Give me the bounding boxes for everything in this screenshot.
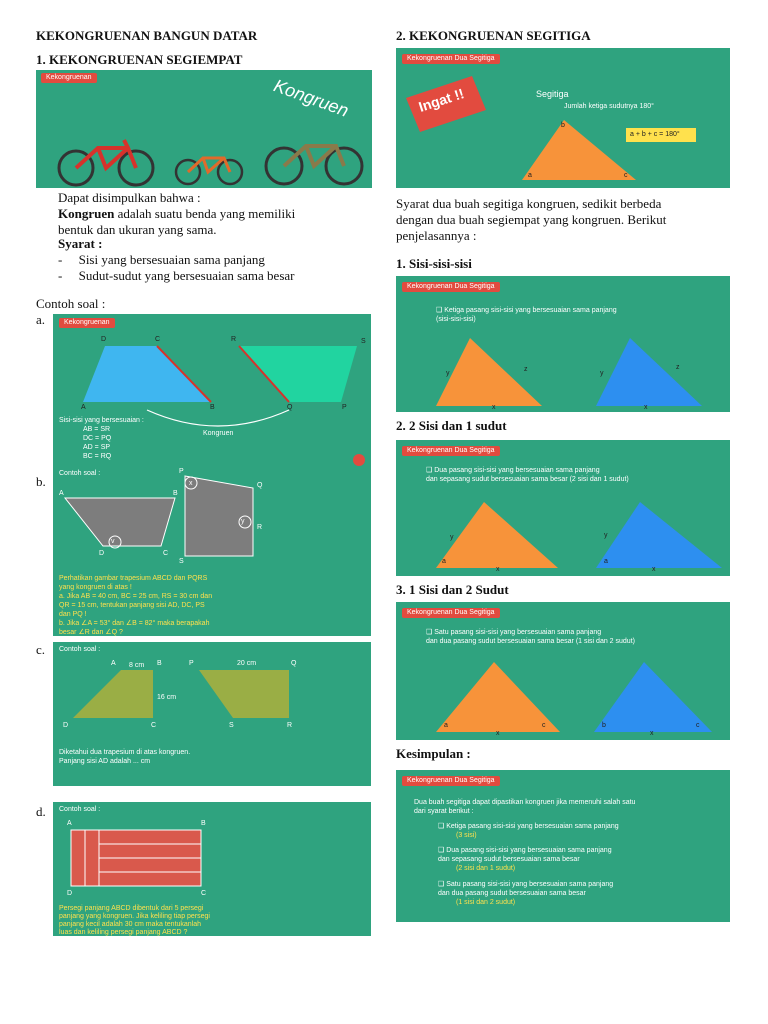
- triangle-blue: [596, 338, 702, 406]
- slide-title: Contoh soal :: [59, 646, 101, 653]
- label-x-right: x: [652, 566, 656, 573]
- slide-tag: Kekongruenan Dua Segitiga: [402, 608, 500, 618]
- marker-d: d.: [36, 804, 46, 819]
- vertex-q: Q: [287, 404, 293, 411]
- bicycles-illustration: [36, 70, 372, 188]
- vertex-r: R: [287, 722, 293, 729]
- sss-line-2: (sisi-sisi-sisi): [436, 316, 476, 323]
- triangle-blue: [596, 502, 722, 568]
- vertex-p: P: [342, 404, 347, 411]
- length-pq: 20 cm: [237, 660, 257, 667]
- quad-abcd: [83, 346, 211, 402]
- kongruen-def-1: adalah suatu benda yang memiliki: [114, 206, 296, 221]
- vertex-a: A: [111, 660, 116, 667]
- angle-b: b: [561, 122, 565, 129]
- paragraph-line-1: Syarat dua buah segitiga kongruen, sedikit berbeda: [396, 196, 662, 211]
- trapezoid-pqrs: [199, 670, 289, 718]
- slide-tag: Kekongruenan Dua Segitiga: [402, 776, 500, 786]
- slide-tag: Kekongruenan Dua Segitiga: [402, 446, 500, 456]
- angle-v: v: [111, 538, 115, 545]
- ex-d-line-2: panjang yang kongruen. Jika keliling tiap persegi: [59, 913, 210, 920]
- slide-tag: Kekongruenan Dua Segitiga: [402, 54, 500, 64]
- vertex-s: S: [229, 722, 234, 729]
- ex-d-line-4: luas dan keliling persegi panjang ABCD ?: [59, 929, 188, 936]
- conclusion-intro: Dapat disimpulkan bahwa :: [58, 190, 201, 205]
- vertex-r: R: [231, 336, 237, 343]
- triangle-blue: [594, 662, 712, 732]
- ex-b-line-6: b. Jika ∠A = 53° dan ∠B = 82° maka berapakah: [59, 620, 210, 627]
- label-a-right: a: [604, 558, 608, 565]
- label-x-left: x: [496, 566, 500, 573]
- vertex-q: Q: [291, 660, 297, 667]
- marker-a: a.: [36, 312, 46, 327]
- angle-c: c: [624, 172, 628, 179]
- vertex-d: D: [101, 336, 107, 343]
- vertex-r: R: [257, 524, 263, 531]
- ex-c-line-1: Diketahui dua trapesium di atas kongruen.: [59, 749, 191, 756]
- marker-b: b.: [36, 474, 46, 489]
- label-y-left: y: [446, 370, 450, 377]
- vertex-c: C: [163, 550, 169, 557]
- label-x-left: x: [492, 404, 496, 411]
- summary-item-2-line-2: dan sepasang sudut bersesuaian sama besar: [438, 856, 580, 863]
- trapezoid-abcd: [73, 670, 153, 718]
- label-c-left: c: [542, 722, 546, 729]
- example-a-slide: [53, 314, 371, 466]
- example-c-slide: [53, 642, 371, 786]
- summary-item-3-note: (1 sisi dan 2 sudut): [456, 899, 516, 906]
- vertex-p: P: [189, 660, 194, 667]
- ex-a-line-1: Sisi-sisi yang bersesuaian :: [59, 417, 144, 424]
- vertex-s: S: [361, 338, 366, 345]
- vertex-d: D: [63, 722, 69, 729]
- label-x-right: x: [650, 730, 654, 737]
- left-header: KEKONGRUENAN BANGUN DATAR: [36, 28, 258, 43]
- bicycle-small: [176, 158, 242, 184]
- ex-b-line-7: besar ∠R dan ∠Q ?: [59, 629, 123, 636]
- vertex-c: C: [151, 722, 157, 729]
- triangle-intro-figure: [396, 48, 730, 188]
- label-z-right: z: [676, 364, 680, 371]
- vertex-d: D: [99, 550, 105, 557]
- paragraph-line-2: dengan dua buah segiempat yang kongruen. Berikut: [396, 212, 667, 227]
- vertex-p: P: [179, 468, 184, 475]
- summary-item-2-line-1: ❑ Dua pasang sisi-sisi yang bersesuaian sama panjang: [438, 847, 612, 854]
- sas-figure: [396, 440, 730, 576]
- arc-label: Kongruen: [203, 430, 234, 437]
- vertex-q: Q: [257, 482, 263, 489]
- label-b-right: b: [602, 722, 606, 729]
- vertex-b: B: [173, 490, 178, 497]
- angle-y: y: [241, 518, 245, 525]
- example-d-slide: [53, 802, 371, 936]
- right-header: 2. KEKONGRUENAN SEGITIGA: [396, 28, 591, 43]
- paragraph-line-3: penjelasannya :: [396, 228, 477, 243]
- quad-pqrs: [239, 346, 357, 402]
- ingat-label: Ingat !!: [416, 85, 466, 115]
- sss-figure: [396, 276, 730, 412]
- triangle-abc: [522, 120, 636, 180]
- vertex-a: A: [81, 404, 86, 411]
- vertex-c: C: [201, 890, 207, 897]
- summary-item-3-line-2: dan dua pasang sudut bersesuaian sama besar: [438, 890, 586, 897]
- ex-b-line-5: dan PQ !: [59, 611, 87, 618]
- asa-line-2: dan dua pasang sudut bersesuaian sama besar (1 sisi dan 2 sudut): [426, 638, 635, 645]
- ex-d-line-1: Persegi panjang ABCD dibentuk dari 5 persegi: [59, 905, 204, 912]
- ex-b-line-2: yang kongruen di atas !: [59, 584, 132, 591]
- ex-c-line-2: Panjang sisi AD adalah ... cm: [59, 758, 151, 765]
- length-ab: 8 cm: [129, 662, 145, 669]
- slide-kongruen-bicycles: [36, 70, 372, 188]
- vertex-s: S: [179, 558, 184, 565]
- ex-b-line-3: a. Jika AB = 40 cm, BC = 25 cm, RS = 30 cm dan: [59, 593, 213, 600]
- heading-sss: 1. Sisi-sisi-sisi: [396, 256, 472, 271]
- slide-sss: [396, 276, 730, 412]
- summary-intro-1: Dua buah segitiga dapat dipastikan kongruen jika memenuhi salah satu: [414, 799, 636, 806]
- length-bc: 16 cm: [157, 694, 177, 701]
- slide-summary: [396, 770, 730, 922]
- label-y-right: y: [600, 370, 604, 377]
- bicycle-large: [59, 140, 153, 185]
- congruence-arc: [147, 410, 289, 426]
- kongruen-def-2: bentuk dan ukuran yang sama.: [58, 222, 217, 237]
- label-x-left: x: [496, 730, 500, 737]
- ex-d-line-3: panjang kecil adalah 30 cm maka tentukanlah: [59, 921, 202, 928]
- summary-item-1-note: (3 sisi): [456, 832, 477, 839]
- label-a-left: a: [442, 558, 446, 565]
- sas-line-1: ❑ Dua pasang sisi-sisi yang bersesuaian sama panjang: [426, 467, 600, 474]
- sss-line-1: ❑ Ketiga pasang sisi-sisi yang bersesuaian sama panjang: [436, 307, 617, 314]
- jumlah-label: Jumlah ketiga sudutnya 180°: [564, 103, 654, 110]
- asa-figure: [396, 602, 730, 740]
- ex-a-line-2: AB = SR: [83, 426, 111, 433]
- label-a-left: a: [444, 722, 448, 729]
- slide-tag: Kekongruenan: [59, 318, 115, 328]
- label-x-right: x: [644, 404, 648, 411]
- label-y-right: y: [604, 532, 608, 539]
- ex-b-line-4: QR = 15 cm, tentukan panjang sisi AD, DC, PS: [59, 602, 205, 609]
- slide-sas: [396, 440, 730, 576]
- syarat-item-2: - Sudut-sudut yang bersesuaian sama besar: [58, 268, 295, 283]
- vertex-b: B: [157, 660, 162, 667]
- vertex-b: B: [210, 404, 215, 411]
- example-b-slide: [53, 466, 371, 636]
- contoh-soal-label: Contoh soal :: [36, 296, 106, 311]
- kongruen-term: Kongruen: [58, 206, 115, 221]
- label-z-left: z: [524, 366, 528, 373]
- kongruen-word: Kongruen: [271, 75, 352, 121]
- vertex-d: D: [67, 890, 73, 897]
- vertex-b: B: [201, 820, 206, 827]
- slide-asa: [396, 602, 730, 740]
- summary-item-3-line-1: ❑ Satu pasang sisi-sisi yang bersesuaian sama panjang: [438, 881, 614, 888]
- slide-title: Contoh soal :: [59, 806, 101, 813]
- marker-c: c.: [36, 642, 46, 657]
- label-y-left: y: [450, 534, 454, 541]
- syarat-item-1: - Sisi yang bersesuaian sama panjang: [58, 252, 265, 267]
- ex-b-line-1: Perhatikan gambar trapesium ABCD dan PQRS: [59, 575, 208, 582]
- kesimpulan-heading: Kesimpulan :: [396, 746, 471, 761]
- bicycle-medium: [266, 146, 362, 184]
- kongruen-definition: [58, 206, 295, 222]
- corner-dot: [353, 454, 365, 466]
- triangle-orange: [436, 502, 558, 568]
- section-1-title: 1. KEKONGRUENAN SEGIEMPAT: [36, 52, 243, 67]
- vertex-a: A: [59, 490, 64, 497]
- asa-line-1: ❑ Satu pasang sisi-sisi yang bersesuaian sama panjang: [426, 629, 602, 636]
- angle-a: a: [528, 172, 532, 179]
- slide-tag: Kekongruenan: [41, 73, 97, 83]
- heading-asa: 3. 1 Sisi dan 2 Sudut: [396, 582, 509, 597]
- ex-a-line-3: DC = PQ: [83, 435, 112, 442]
- syarat-title: Syarat :: [58, 236, 103, 251]
- vertex-c: C: [155, 336, 161, 343]
- angle-x: x: [189, 480, 193, 487]
- ex-a-line-5: BC = RQ: [83, 453, 112, 460]
- summary-item-2-note: (2 sisi dan 1 sudut): [456, 865, 516, 872]
- label-c-right: c: [696, 722, 700, 729]
- heading-sas: 2. 2 Sisi dan 1 sudut: [396, 418, 507, 433]
- slide-title: Contoh soal :: [59, 470, 101, 477]
- vertex-a: A: [67, 820, 72, 827]
- summary-item-1-line-1: ❑ Ketiga pasang sisi-sisi yang bersesuaian sama panjang: [438, 823, 619, 830]
- slide-tag: Kekongruenan Dua Segitiga: [402, 282, 500, 292]
- formula-text: a + b + c = 180°: [630, 131, 680, 138]
- ex-a-line-4: AD = SP: [83, 444, 111, 451]
- summary-intro-2: dari syarat berikut :: [414, 808, 474, 815]
- slide-triangle-intro: [396, 48, 730, 188]
- segitiga-label: Segitiga: [536, 89, 569, 99]
- sas-line-2: dan sepasang sudut bersesuaian sama besar (2 sisi dan 1 sudut): [426, 476, 629, 483]
